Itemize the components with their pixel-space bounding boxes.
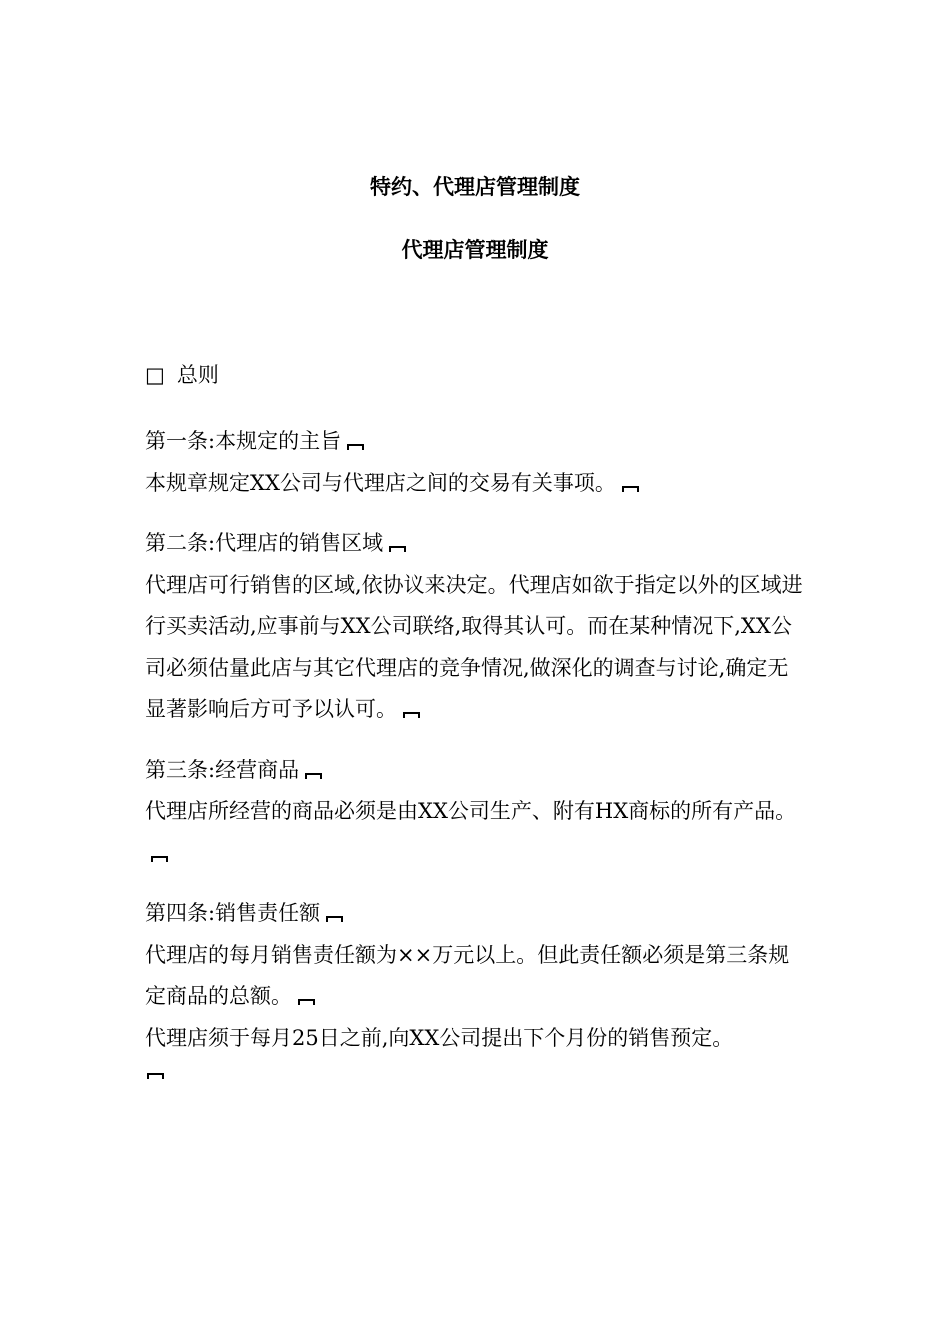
article-paragraph: 代理店所经营的商品必须是由XX公司生产、附有HX商标的所有产品。 (145, 791, 805, 874)
section-label: 总则 (176, 363, 219, 387)
paragraph-mark-icon (305, 773, 322, 779)
paragraph-mark-icon (403, 712, 420, 718)
paragraph-mark-icon (326, 916, 343, 922)
checkbox-icon: □ (145, 363, 165, 387)
paragraph-mark-icon (298, 999, 315, 1005)
paragraph-mark-icon (389, 546, 406, 552)
document-body (145, 421, 805, 1098)
paragraph-mark-icon (147, 1073, 164, 1079)
article-heading: 第二条:代理店的销售区域 (145, 523, 805, 565)
article-2 (145, 523, 805, 731)
paragraph-mark-icon (347, 444, 364, 450)
document-subtitle: 代理店管理制度 (401, 237, 549, 262)
article-paragraph: 代理店的每月销售责任额为××万元以上。但此责任额必须是第三条规定商品的总额。 (145, 942, 790, 1008)
article-heading: 第一条:本规定的主旨 (145, 421, 805, 463)
article-4 (145, 893, 805, 1079)
article-paragraph: 本规章规定XX公司与代理店之间的交易有关事项。 (145, 463, 805, 505)
article-heading: 第三条:经营商品 (145, 750, 805, 792)
article-heading: 第四条:销售责任额 (145, 893, 805, 935)
article-paragraph: 代理店可行销售的区域,依协议来决定。代理店如欲于指定以外的区域进行买卖活动,应事前与XX公司联络,取得其认可。而在某种情况下,XX公司必须估量此店与其它代理店的竞争情况,做深化的调查与讨论,确定无显著影响后方可予以认可。 (145, 572, 803, 721)
section-heading (145, 360, 219, 390)
article-1 (145, 421, 805, 504)
paragraph-mark-icon (151, 856, 168, 862)
article-3 (145, 750, 805, 875)
document-title: 特约、代理店管理制度 (370, 174, 580, 199)
article-paragraph: 代理店须于每月25日之前,向XX公司提出下个月份的销售预定。 (145, 1025, 734, 1050)
paragraph-mark-icon (622, 486, 639, 492)
